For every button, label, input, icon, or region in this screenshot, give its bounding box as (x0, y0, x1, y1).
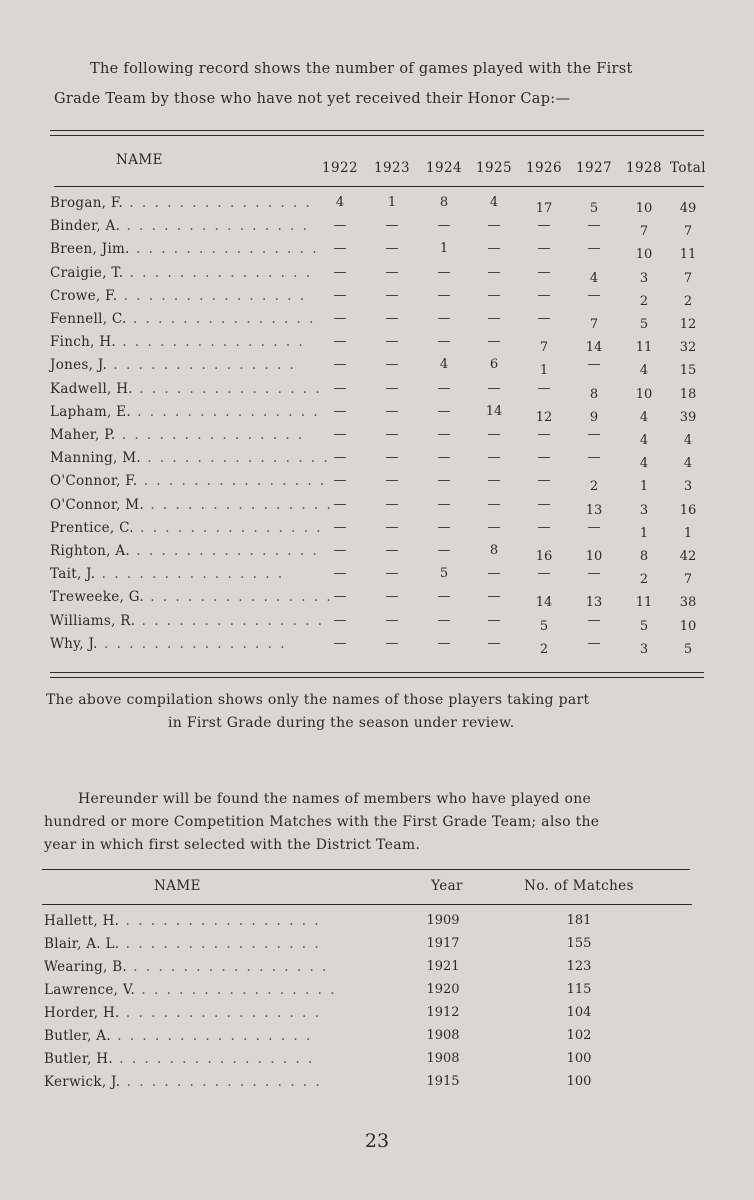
games-cell: — (437, 635, 451, 651)
leader-dots: . . . . . . . . . . . . . . . . (112, 1051, 315, 1067)
player-row-name (50, 519, 323, 536)
games-cell: 32 (679, 340, 697, 356)
player-name: Binder, A. (50, 218, 121, 235)
table2-header-rule (42, 904, 692, 905)
page-number: 23 (364, 1130, 390, 1152)
table1-header-col-2: 1923 (374, 160, 410, 176)
matches-cell: 100 (566, 1074, 592, 1089)
player-row-name (50, 403, 320, 420)
player-name: Crowe, F. (50, 287, 118, 304)
games-cell: — (437, 334, 451, 350)
games-cell: 3 (639, 502, 649, 518)
leader-dots: . . . . . . . . . . . . . . . . (110, 1028, 313, 1044)
games-cell: — (333, 635, 347, 651)
games-cell: 4 (639, 456, 649, 472)
games-cell: — (333, 380, 347, 396)
games-cell: 4 (335, 195, 345, 210)
games-cell: — (587, 635, 601, 651)
intro-line-1: The following record shows the number of games played with the First (90, 61, 633, 77)
games-cell: 11 (635, 340, 653, 356)
player-name: Manning, M. (50, 450, 141, 467)
games-cell: — (385, 311, 399, 326)
matches-cell: 104 (566, 1005, 592, 1020)
games-cell: — (537, 566, 551, 582)
member-name: Blair, A. L. (44, 936, 120, 952)
games-cell: — (385, 218, 399, 234)
table1-bottom-rule (50, 672, 704, 673)
year-cell: 1908 (426, 1028, 460, 1043)
games-cell: 1 (439, 241, 449, 257)
games-cell: 13 (585, 595, 603, 611)
games-cell: 5 (439, 566, 449, 582)
matches-cell: 115 (566, 982, 592, 997)
leader-dots: . . . . . . . . . . . . . . . . (120, 1074, 322, 1090)
games-cell: 1 (639, 479, 649, 495)
games-cell: 10 (635, 201, 653, 216)
player-row-name (50, 380, 322, 397)
games-cell: 4 (639, 409, 649, 425)
year-cell: 1921 (426, 959, 460, 974)
member-name: Kerwick, J. (44, 1074, 121, 1090)
player-name: Fennell, C. (50, 311, 127, 327)
games-cell: — (437, 287, 451, 303)
games-cell: 5 (539, 618, 549, 634)
player-name: Tait, J. (50, 566, 96, 583)
games-cell: — (333, 427, 347, 442)
games-cell: 8 (639, 549, 649, 564)
games-cell: — (587, 218, 601, 234)
games-cell: — (385, 334, 399, 350)
games-cell: 18 (679, 386, 697, 402)
games-cell: 13 (585, 502, 603, 518)
games-cell: — (333, 241, 347, 257)
games-cell: — (587, 427, 601, 442)
table1-header-col-8: Total (670, 160, 706, 176)
games-cell: 14 (585, 340, 603, 356)
leader-dots: . . . . . . . . . . . . . . . . (119, 1005, 321, 1021)
player-row-name (50, 427, 305, 443)
games-cell: — (587, 241, 601, 257)
games-cell: — (385, 473, 399, 489)
games-cell: — (333, 473, 347, 489)
games-cell: 10 (679, 618, 697, 634)
games-cell: 15 (679, 363, 697, 379)
games-cell: 4 (439, 357, 449, 373)
games-cell: 7 (683, 224, 693, 240)
games-cell: 9 (589, 409, 599, 425)
games-cell: 39 (679, 409, 697, 425)
intro-line-2: Grade Team by those who have not yet received their Honor Cap:— (54, 91, 571, 107)
compilation-note-line-1: The above compilation shows only the names of those players taking part (46, 692, 590, 708)
leader-dots: . . . . . . . . . . . . . . . (137, 473, 327, 490)
games-cell: — (537, 473, 551, 489)
games-cell: — (333, 496, 347, 512)
games-cell: — (487, 635, 501, 651)
games-cell: — (333, 612, 347, 628)
games-cell: 14 (485, 403, 503, 419)
leader-dots: . . . . . . . . . . . . . . . (130, 403, 320, 420)
matches-cell: 100 (566, 1051, 592, 1066)
player-name: Righton, A. (50, 543, 130, 559)
member-row-name (44, 1005, 334, 1021)
games-cell: — (587, 566, 601, 582)
matches-cell: 123 (566, 959, 592, 974)
games-cell: — (537, 519, 551, 535)
games-cell: 11 (635, 595, 653, 611)
games-cell: — (385, 543, 399, 558)
games-cell: — (333, 287, 347, 303)
intro-paragraph (54, 54, 708, 114)
matches-cell: 155 (566, 936, 592, 951)
games-cell: — (385, 589, 399, 605)
player-name: O'Connor, M. (50, 496, 145, 513)
games-cell: — (385, 287, 399, 303)
player-row-name (50, 241, 319, 258)
games-cell: 4 (589, 270, 599, 286)
games-cell: — (385, 357, 399, 373)
games-cell: 4 (639, 433, 649, 448)
games-cell: — (385, 450, 399, 466)
games-cell: 7 (539, 340, 549, 356)
games-cell: 8 (439, 195, 449, 210)
games-cell: — (487, 311, 501, 326)
games-cell: — (437, 589, 451, 605)
games-cell: 14 (535, 595, 553, 611)
leader-dots: . . . . . . . . . . . . . . . . (127, 959, 329, 975)
table2-header-name: NAME (154, 878, 201, 894)
player-row-name (50, 543, 319, 559)
member-row-name (44, 959, 334, 975)
leader-dots: . . . . . . . . . . . . . . . . (135, 982, 337, 998)
games-cell: — (385, 566, 399, 582)
games-cell: 4 (683, 433, 693, 448)
games-cell: — (385, 496, 399, 512)
player-row-name (50, 566, 300, 582)
games-cell: 2 (639, 572, 649, 588)
games-cell: — (333, 334, 347, 350)
games-cell: 12 (679, 317, 697, 332)
games-cell: — (587, 450, 601, 466)
leader-dots: . . . . . . . . . . . . . . . (117, 287, 307, 304)
games-cell: 5 (639, 618, 649, 634)
games-cell: 7 (683, 270, 693, 286)
games-cell: — (385, 264, 399, 280)
year-cell: 1912 (426, 1005, 460, 1020)
games-cell: — (333, 450, 347, 466)
games-cell: — (333, 357, 347, 373)
leader-dots: . . . . . . . . . . . . . . . (123, 264, 313, 281)
leader-dots: . . . . . . . . . . . . . . . . (119, 913, 321, 929)
player-row-name (50, 334, 305, 351)
leader-dots: . . . . . . . . . . . . . . . (115, 334, 305, 351)
games-cell: — (587, 287, 601, 303)
player-row-name (50, 496, 333, 513)
games-cell: 2 (639, 293, 649, 309)
games-cell: — (537, 427, 551, 442)
member-name: Hallett, H. (44, 913, 120, 929)
table1-header-col-4: 1925 (476, 160, 512, 176)
games-cell: — (333, 218, 347, 234)
games-cell: 10 (635, 386, 653, 402)
games-cell: 12 (535, 409, 553, 425)
games-cell: 7 (589, 317, 599, 332)
games-cell: — (537, 380, 551, 396)
player-row-name (50, 612, 325, 629)
games-cell: 1 (683, 525, 693, 541)
member-name: Wearing, B. (44, 959, 128, 975)
games-cell: 7 (639, 224, 649, 240)
player-name: Why, J. (50, 635, 98, 652)
leader-dots: . . . . . . . . . . . . . . . (132, 380, 322, 397)
games-cell: — (385, 427, 399, 442)
leader-dots: . . . . . . . . . . . . . . . (107, 357, 296, 374)
games-cell: 4 (639, 363, 649, 379)
leader-dots: . . . . . . . . . . . . . . . (126, 311, 316, 327)
year-cell: 1920 (426, 982, 460, 997)
games-cell: — (537, 450, 551, 466)
games-cell: — (537, 496, 551, 512)
table2-top-rule (42, 869, 690, 870)
leader-dots: . . . . . . . . . . . . . . . (133, 519, 323, 536)
games-cell: 7 (683, 572, 693, 588)
table1-header-rule (54, 186, 704, 187)
player-name: Prentice, C. (50, 519, 134, 536)
games-cell: 1 (639, 525, 649, 541)
games-cell: — (333, 589, 347, 605)
hundred-intro-line-3: year in which first selected with the District Team. (44, 837, 421, 853)
leader-dots: . . . . . . . . . . . . . . . (123, 195, 312, 211)
member-row-name (44, 936, 334, 952)
player-name: O'Connor, F. (50, 473, 138, 490)
games-cell: 49 (679, 201, 697, 216)
games-cell: 5 (639, 317, 649, 332)
games-cell: 2 (589, 479, 599, 495)
player-row-name (50, 218, 309, 235)
games-cell: 8 (489, 543, 499, 558)
games-cell: — (487, 241, 501, 257)
games-cell: 4 (489, 195, 499, 210)
player-row-name (50, 636, 300, 652)
games-cell: — (437, 427, 451, 442)
games-cell: — (537, 311, 551, 326)
games-cell: 5 (683, 641, 693, 657)
leader-dots: . . . . . . . . . . . . . . . (129, 241, 319, 258)
table1-top-rule-2 (50, 135, 704, 136)
games-cell: 16 (535, 549, 553, 564)
games-cell: — (385, 635, 399, 651)
games-cell: 8 (589, 386, 599, 402)
games-cell: — (487, 334, 501, 350)
games-cell: 3 (639, 641, 649, 657)
leader-dots: . . . . . . . . . . . . . . . (115, 427, 305, 443)
leader-dots: . . . . . . . . . . . . . . . (140, 450, 330, 467)
table1-header-col-7: 1928 (626, 160, 662, 176)
member-row-name (44, 982, 337, 998)
games-cell: — (437, 380, 451, 396)
leader-dots: . . . . . . . . . . . . . . . . (119, 936, 321, 952)
games-cell: — (487, 473, 501, 489)
games-cell: 2 (683, 293, 693, 309)
player-name: Breen, Jim. (50, 241, 130, 258)
games-cell: — (437, 403, 451, 419)
games-cell: — (333, 403, 347, 419)
player-row-name (50, 287, 307, 304)
player-name: Brogan, F. (50, 195, 124, 211)
games-cell: — (537, 264, 551, 280)
leader-dots: . . . . . . . . . . . . . . . (143, 589, 333, 606)
member-row-name (44, 1074, 334, 1090)
table1-top-rule (50, 130, 704, 131)
games-cell: — (385, 519, 399, 535)
table1-header-col-6: 1927 (576, 160, 612, 176)
games-cell: — (437, 218, 451, 234)
player-name: Finch, H. (50, 334, 116, 351)
player-row-name (50, 473, 327, 490)
member-name: Lawrence, V. (44, 982, 136, 998)
year-cell: 1915 (426, 1074, 460, 1089)
games-cell: — (333, 543, 347, 558)
member-row-name (44, 1028, 334, 1044)
compilation-note-line-2: in First Grade during the season under review. (168, 715, 515, 731)
member-row-name (44, 1051, 334, 1067)
games-cell: — (537, 241, 551, 257)
player-name: Maher, P. (50, 427, 116, 443)
games-cell: — (587, 612, 601, 628)
table1-bottom-rule-2 (50, 677, 704, 678)
table1-header-col-5: 1926 (526, 160, 562, 176)
games-cell: 5 (589, 201, 599, 216)
games-cell: — (333, 519, 347, 535)
games-cell: — (437, 496, 451, 512)
games-cell: 11 (679, 247, 697, 263)
player-name: Craigie, T. (50, 264, 124, 281)
games-cell: — (537, 287, 551, 303)
member-row-name (44, 913, 334, 929)
member-name: Butler, H. (44, 1051, 113, 1067)
games-cell: — (487, 496, 501, 512)
games-cell: 42 (679, 549, 697, 564)
leader-dots: . . . . . . . . . . . . . . . (144, 496, 333, 513)
hundred-intro-line-1: Hereunder will be found the names of members who have played one (78, 791, 592, 807)
games-cell: 3 (683, 479, 693, 495)
games-cell: — (537, 218, 551, 234)
games-cell: 6 (489, 357, 499, 373)
leader-dots: . . . . . . . . . . . . . . . (135, 612, 325, 629)
games-cell: — (487, 264, 501, 280)
player-row-name (50, 357, 300, 373)
table2-header-year: Year (431, 878, 463, 894)
player-name: Kadwell, H. (50, 380, 133, 397)
games-cell: — (333, 566, 347, 582)
player-name: Williams, R. (50, 612, 136, 629)
table1-header-name: NAME (116, 152, 163, 168)
hundred-intro-line-2: hundred or more Competition Matches with the First Grade Team; also the (44, 814, 600, 830)
compilation-note (46, 689, 706, 735)
games-cell: — (487, 380, 501, 396)
games-cell: — (333, 311, 347, 326)
games-cell: — (333, 264, 347, 280)
player-row-name (50, 311, 316, 327)
matches-cell: 181 (566, 913, 592, 928)
games-cell: 10 (635, 247, 653, 263)
games-cell: 2 (539, 641, 549, 657)
table1-header-col-1: 1922 (322, 160, 358, 176)
member-name: Horder, H. (44, 1005, 120, 1021)
leader-dots: . . . . . . . . . . . . . . . (130, 543, 319, 559)
games-cell: — (385, 380, 399, 396)
matches-cell: 102 (566, 1028, 592, 1043)
player-row-name (50, 264, 313, 281)
games-cell: — (487, 519, 501, 535)
games-cell: 17 (535, 201, 553, 216)
games-cell: — (385, 403, 399, 419)
player-name: Jones, J. (50, 357, 108, 374)
player-name: Treweeke, G. (50, 589, 144, 606)
games-cell: 4 (683, 456, 693, 472)
games-cell: — (487, 450, 501, 466)
player-row-name (50, 589, 333, 606)
games-cell: — (385, 612, 399, 628)
games-cell: 38 (679, 595, 697, 611)
leader-dots: . . . . . . . . . . . . . . . (97, 635, 287, 652)
games-cell: — (437, 519, 451, 535)
games-cell: — (437, 311, 451, 326)
year-cell: 1908 (426, 1051, 460, 1066)
games-cell: — (587, 519, 601, 535)
games-cell: — (437, 543, 451, 558)
games-cell: 3 (639, 270, 649, 286)
games-cell: — (487, 566, 501, 582)
games-cell: — (437, 473, 451, 489)
games-cell: — (587, 357, 601, 373)
games-cell: 1 (539, 363, 549, 379)
leader-dots: . . . . . . . . . . . . . . . (120, 218, 309, 235)
table2-header-matches: No. of Matches (524, 878, 634, 894)
player-row-name (50, 450, 330, 467)
games-cell: — (385, 241, 399, 257)
year-cell: 1917 (426, 936, 460, 951)
player-row-name (50, 195, 312, 211)
hundred-matches-intro (44, 788, 704, 857)
games-cell: — (437, 450, 451, 466)
games-cell: — (487, 612, 501, 628)
member-name: Butler, A. (44, 1028, 111, 1044)
year-cell: 1909 (426, 913, 460, 928)
games-cell: — (487, 427, 501, 442)
games-cell: 1 (387, 195, 397, 210)
player-name: Lapham, E. (50, 403, 131, 420)
games-cell: 10 (585, 549, 603, 564)
games-cell: — (487, 287, 501, 303)
games-cell: — (437, 264, 451, 280)
table1-header-col-3: 1924 (426, 160, 462, 176)
games-cell: 16 (679, 502, 697, 518)
games-cell: — (487, 589, 501, 605)
games-cell: — (487, 218, 501, 234)
games-cell: — (437, 612, 451, 628)
leader-dots: . . . . . . . . . . . . . . . (95, 566, 285, 583)
